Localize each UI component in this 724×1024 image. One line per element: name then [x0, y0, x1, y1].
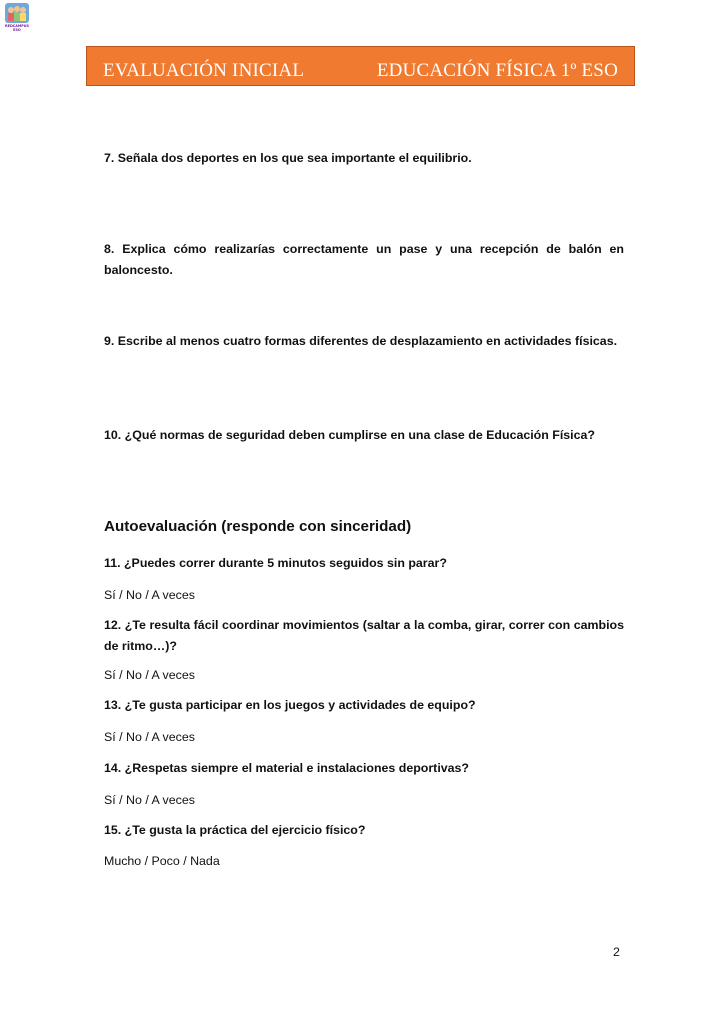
question-9: 9. Escribe al menos cuatro formas diferentes de desplazamiento en actividades físicas. [104, 334, 618, 348]
answer-options-15: Mucho / Poco / Nada [104, 854, 220, 868]
question-12: 12. ¿Te resulta fácil coordinar movimientos (saltar a la comba, girar, correr con cambios de ritmo…)? [104, 618, 624, 653]
question-11: 11. ¿Puedes correr durante 5 minutos seguidos sin parar? [104, 556, 447, 570]
svg-text:ESO: ESO [13, 28, 21, 32]
question-14: 14. ¿Respetas siempre el material e instalaciones deportivas? [104, 761, 469, 775]
section-title-self-evaluation: Autoevaluación (responde con sinceridad) [104, 518, 412, 535]
school-logo [4, 2, 30, 32]
question-13: 13. ¿Te gusta participar en los juegos y actividades de equipo? [104, 698, 476, 712]
header-left-title: EVALUACIÓN INICIAL [103, 60, 305, 81]
question-8: 8. Explica cómo realizarías correctamente un pase y una recepción de balón en baloncesto. [104, 242, 624, 277]
question-15: 15. ¿Te gusta la práctica del ejercicio físico? [104, 823, 366, 837]
answer-options-13: Sí / No / A veces [104, 730, 195, 744]
answer-options-14: Sí / No / A veces [104, 793, 195, 807]
header-right-title: EDUCACIÓN FÍSICA 1º ESO [376, 60, 618, 81]
question-10: 10. ¿Qué normas de seguridad deben cumplirse en una clase de Educación Física? [104, 428, 595, 442]
question-7: 7. Señala dos deportes en los que sea importante el equilibrio. [104, 151, 472, 165]
header-banner [86, 46, 635, 86]
answer-options-11: Sí / No / A veces [104, 588, 195, 602]
answer-options-12: Sí / No / A veces [104, 668, 195, 682]
svg-text:REDCAMPUS: REDCAMPUS [5, 24, 29, 28]
page-number: 2 [613, 945, 620, 959]
cartoon-kids-logo-icon [4, 2, 30, 32]
